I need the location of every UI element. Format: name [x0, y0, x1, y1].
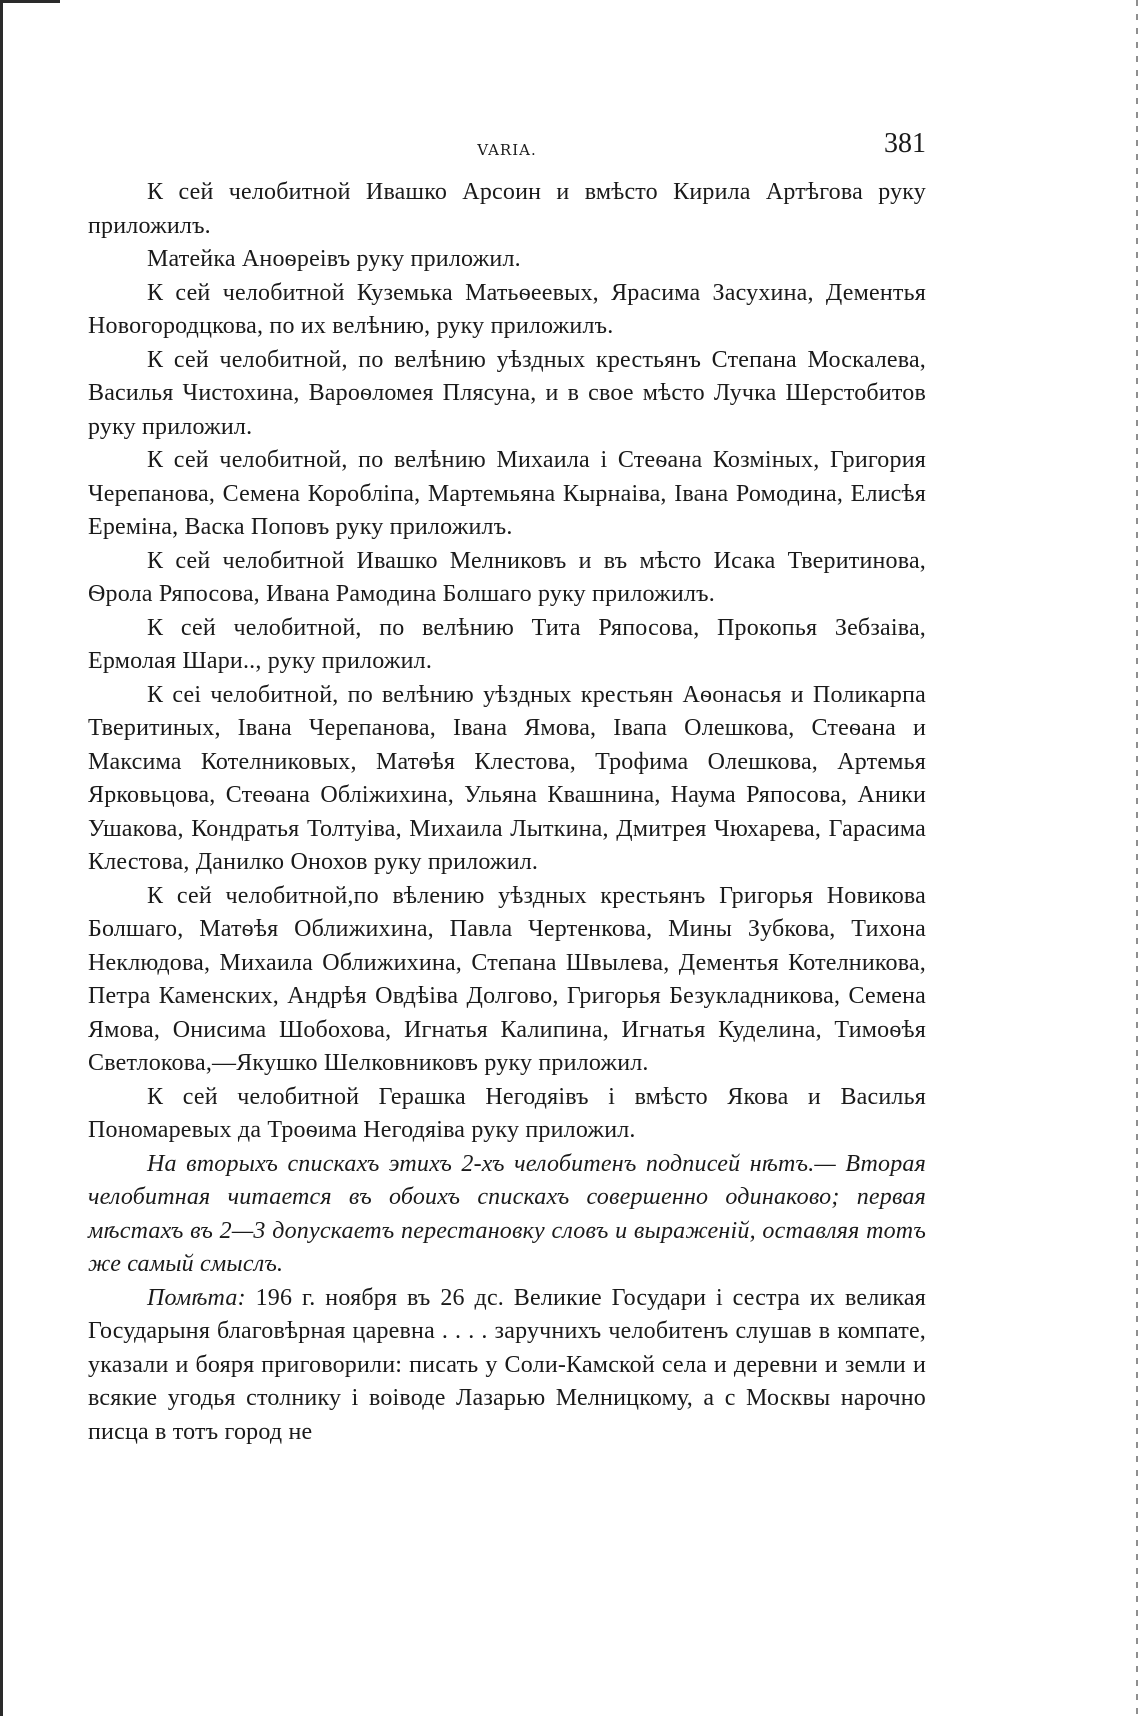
paragraph: Матейка Аноѳреівъ руку приложил.	[147, 246, 521, 272]
page-body	[88, 176, 926, 1449]
paragraph: К сей челобитной Куземька Матьѳеевых, Ярасима Засухина, Дементья Новогородцкова, по их велѣнию, руку приложилъ.	[88, 279, 926, 339]
memo-label: Помѣта:	[147, 1284, 246, 1311]
running-head	[88, 128, 926, 168]
scan-border-left	[0, 0, 3, 1716]
paragraph: К сей челобитной,по вѣлению уѣздных крестьянъ Григорья Новикова Болшаго, Матѳѣя Оближихина, Павла Чертенкова, Мины Зубкова, Тихона Неклюдова, Михаила Оближихина, Степана Швылева, Дементья Котелникова, Петра Каменских, Андрѣя Овдѣіва Долгово, Григорья Безукладникова, Семена Ямова, Онисима Шобохова, Игнатья Калипина, Игнатья Куделина, Тимоѳѣя Светлокова,—Якушко Шелковниковъ руку приложил.	[88, 882, 926, 1076]
paragraph: К сей челобитной Ивашко Мелниковъ и въ мѣсто Исака Тверитинова, Ѳрола Ряпосова, Ивана Рамодина Болшаго руку приложилъ.	[88, 547, 926, 607]
paragraph: К сей челобитной Герашка Негодяівъ і вмѣсто Якова и Василья Пономаревых да Троѳима Негодяіва руку приложил.	[88, 1083, 926, 1143]
scan-border-right	[1136, 0, 1138, 1716]
book-page	[88, 128, 926, 1449]
running-title: VARIA.	[477, 141, 537, 159]
paragraph: К сеі челобитной, по велѣнию уѣздных крестьян Аѳонасья и Поликарпа Тверитиных, Івана Черепанова, Івана Ямова, Івапа Олешкова, Стеѳана и Максима Котелниковых, Матѳѣя Клестова, Трофима Олешкова, Артемья Ярковьцова, Стеѳана Обліжихина, Ульяна Квашнина, Наума Ряпосова, Аники Ушакова, Кондратья Толтуіва, Михаила Лыткина, Дмитрея Чюхарева, Гарасима Клестова, Данилко Онохов руку приложил.	[88, 681, 926, 875]
memo-text: 196 г. ноября въ 26 дс. Великие Государи і сестра их великая Государыня благовѣрная царевна . . . . заручнихъ челобитенъ слушав в компате, указали и бояря приговорили: писать у Соли-Камской села и деревни и земли и всякие угодья столнику і воіводе Лазарью Мелницкому, а с Москвы нарочно писца в тотъ город не	[88, 1284, 926, 1445]
scan-border-top	[0, 0, 60, 3]
page-number: 381	[884, 128, 926, 159]
paragraph: К сей челобитной Ивашко Арсоин и вмѣсто Кирила Артѣгова руку приложилъ.	[88, 179, 926, 239]
memo-paragraph	[88, 1282, 926, 1450]
paragraph: К сей челобитной, по велѣнию Михаила і Стеѳана Козміных, Григория Черепанова, Семена Коробліпа, Мартемьяна Кырнаіва, Івана Ромодина, Елисѣя Еремінa, Васка Поповъ руку приложилъ.	[88, 447, 926, 540]
paragraph: К сей челобитной, по велѣнию Тита Ряпосова, Прокопья Зебзаіва, Ермолая Шари.., руку приложил.	[88, 614, 926, 674]
editorial-note: На вторыхъ спискахъ этихъ 2-хъ челобитенъ подписей нѣтъ.— Вторая челобитная читается въ обоихъ спискахъ совершенно одинаково; первая мѣстахъ въ 2—3 допускаетъ перестановку словъ и выраженій, оставляя тотъ же самый смыслъ.	[88, 1150, 926, 1277]
paragraph: К сей челобитной, по велѣнию уѣздных крестьянъ Степана Москалева, Василья Чистохина, Вароѳломея Плясуна, и в свое мѣсто Лучка Шерстобитов руку приложил.	[88, 346, 926, 440]
